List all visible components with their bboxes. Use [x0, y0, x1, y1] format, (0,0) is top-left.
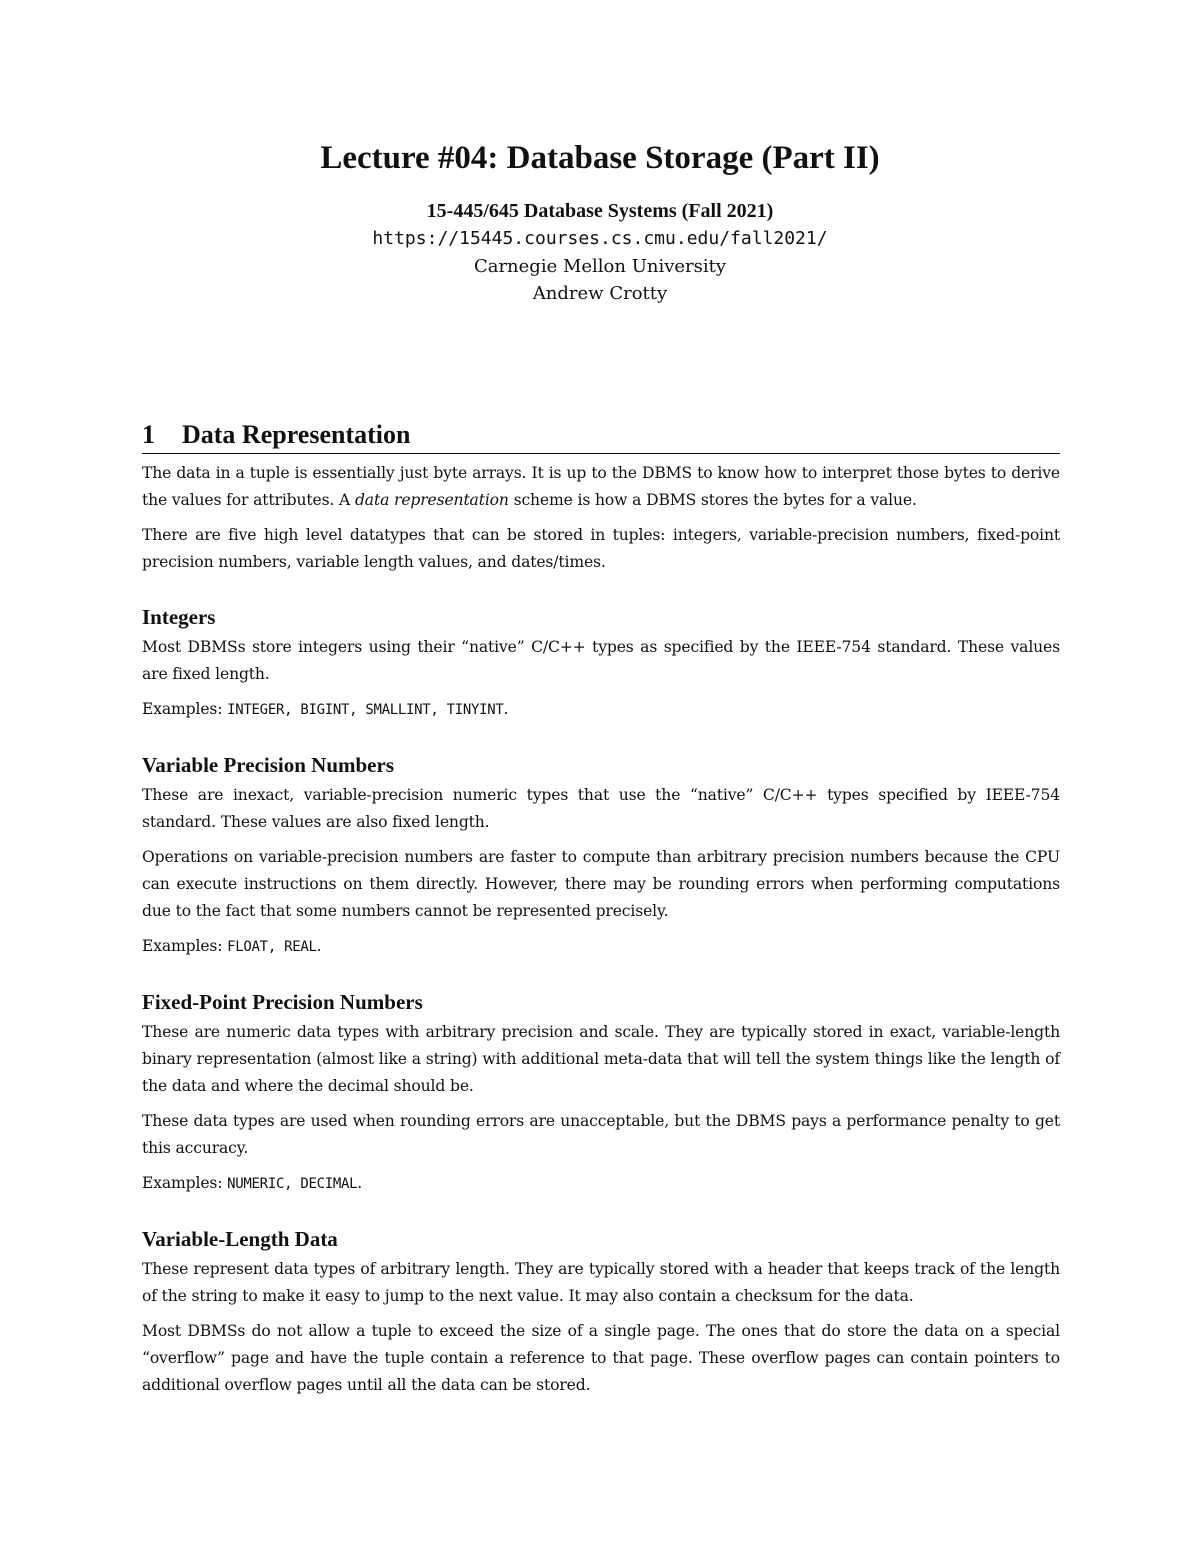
intro-text-b: scheme is how a DBMS stores the bytes for a value.: [508, 491, 917, 509]
section-heading: [142, 420, 1060, 454]
intro-emphasis: data representation: [354, 491, 509, 509]
variable-length-paragraph-2: Most DBMSs do not allow a tuple to exceed the size of a single page. The ones that do store the data on a special “overflow” page and have the tuple contain a reference to that page. These overflow pages can contain pointers to additional overflow pages until all the data can be stored.: [142, 1322, 1060, 1394]
integers-examples: [142, 696, 1060, 724]
fixed-point-paragraph-2: These data types are used when rounding errors are unacceptable, but the DBMS pays a performance penalty to get this accuracy.: [142, 1112, 1060, 1157]
integers-heading: Integers: [142, 605, 216, 629]
author-name: Andrew Crotty: [532, 283, 668, 304]
integers-paragraph: Most DBMSs store integers using their “native” C/C++ types as specified by the IEEE-754 standard. These values are fixed length.: [142, 638, 1060, 683]
university-name: Carnegie Mellon University: [473, 256, 727, 277]
course-url: https://15445.courses.cs.cmu.edu/fall2021/: [372, 228, 828, 249]
intro-text-a: The data in a tuple is essentially just byte arrays. It is up to the DBMS to know how to interpret those bytes to derive the values for attributes. A: [142, 464, 1060, 509]
fixed-point-examples: [142, 1170, 1060, 1198]
examples-code: NUMERIC, DECIMAL: [227, 1176, 358, 1192]
examples-period: .: [316, 937, 322, 955]
section-number: 1: [142, 420, 155, 449]
fixed-point-heading: Fixed-Point Precision Numbers: [142, 990, 423, 1014]
variable-precision-paragraph-2: Operations on variable-precision numbers are faster to compute than arbitrary precision numbers because the CPU can execute instructions on them directly. However, there may be rounding errors when performing computations due to the fact that some numbers cannot be represented precisely.: [142, 848, 1060, 920]
examples-period: .: [357, 1174, 363, 1192]
variable-length-paragraph-1: These represent data types of arbitrary length. They are typically stored with a header that keeps track of the length of the string to make it easy to jump to the next value. It may also contain a checksum for the data.: [142, 1260, 1060, 1305]
variable-length-heading: Variable-Length Data: [142, 1227, 338, 1251]
examples-code: FLOAT, REAL: [227, 939, 317, 955]
intro-paragraph-2: There are five high level datatypes that can be stored in tuples: integers, variable-precision numbers, fixed-point precision numbers, variable length values, and dates/times.: [142, 526, 1060, 571]
examples-label: Examples:: [142, 1174, 228, 1192]
examples-label: Examples:: [142, 937, 228, 955]
variable-precision-paragraph-1: These are inexact, variable-precision numeric types that use the “native” C/C++ types specified by IEEE-754 standard. These values are also fixed length.: [142, 786, 1060, 831]
document-body: [142, 420, 1060, 1407]
examples-period: .: [503, 700, 509, 718]
page-title: Lecture #04: Database Storage (Part II): [320, 140, 880, 176]
examples-label: Examples:: [142, 700, 228, 718]
section-title: Data Representation: [182, 420, 411, 449]
variable-precision-examples: [142, 933, 1060, 961]
course-name: 15-445/645 Database Systems (Fall 2021): [426, 200, 774, 222]
examples-code: INTEGER, BIGINT, SMALLINT, TINYINT: [227, 702, 504, 718]
title-block: [0, 136, 1200, 307]
variable-precision-heading: Variable Precision Numbers: [142, 753, 394, 777]
fixed-point-paragraph-1: These are numeric data types with arbitrary precision and scale. They are typically stored in exact, variable-length binary representation (almost like a string) with additional meta-data that will tell the system things like the length of the data and where the decimal should be.: [142, 1023, 1060, 1095]
intro-paragraph-1: [142, 460, 1060, 514]
